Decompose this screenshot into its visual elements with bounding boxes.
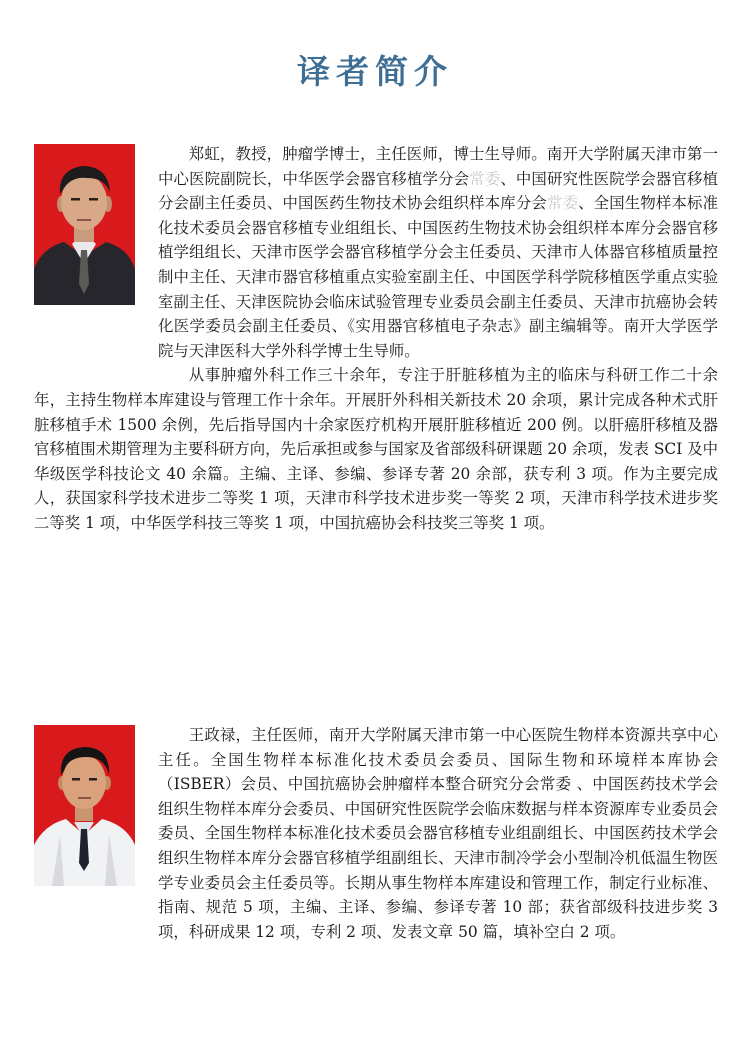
bio-paragraph: 王政禄，主任医师，南开大学附属天津市第一中心医院生物样本资源共享中心主任。全国生物样本标准化技术委员会委员、国际生物和环境样本库协会（ISBER）会员、中国抗癌协会肿瘤样本整合研究分会常委 、中国医药技术学会组织生物样本库分会委员、中国研究性医院学会临床数据与样本资源库专业委员会委员、全国生物样本标准化技术委员会器官移植专业组副组长、中国医药技术学会组织生物样本库分会器官移植学组副组长、天津市制冷学会小型制冷机低温生物医学专业委员会主任委员等。长期从事生物样本库建设和管理工作，制定行业标准、指南、规范 5 项，主编、主译、参编、参译专著 10 部；获省部级科技进步奖 3 项，科研成果 12 项，专利 2 项、发表文章 50 篇，填补空白 2 项。 [158, 726, 718, 941]
page-title: 译者简介 [297, 52, 453, 91]
bio-paragraph: 从事肿瘤外科工作三十余年，专注于肝脏移植为主的临床与科研工作二十余年，主持生物样本库建设与管理工作十余年。开展肝外科相关新技术 20 余项，累计完成各种术式肝脏移植手术 1500 余例，先后指导国内十余家医疗机构开展肝脏移植近 200 例。以肝癌肝移植及器官移植围术期管理为主要科研方向，先后承担或参与国家及省部级科研课题 20 余项，发表 SCI 及中华级医学科技论文 40 余篇。主编、主译、参编、参译专著 20 余部，获专利 3 项。作为主要完成人，获国家科学技术进步二等奖 1 项，天津市科学技术进步奖一等奖 2 项，天津市科学技术进步奖二等奖 1 项，中华医学科技三等奖 1 项，中国抗癌协会科技奖三等奖 1 项。 [34, 366, 718, 532]
translator-1-bio [34, 142, 718, 536]
bio-paragraph: 郑虹，教授，肿瘤学博士，主任医师，博士生导师。南开大学附属天津市第一中心医院副院长，中华医学会器官移植学分会常委、中国研究性医院学会器官移植分会副主任委员、中国医药生物技术协会组织样本库分会常委、全国生物样本标准化技术委员会器官移植专业组组长、中国医药生物技术协会组织样本库分会器官移植学组组长、天津市医学会器官移植学分会主任委员、天津市人体器官移植质量控制中主任、天津市器官移植重点实验室副主任、中国医学科学院移植医学重点实验室副主任、天津医院协会临床试验管理专业委员会副主任委员、天津市抗癌协会转化医学委员会副主任委员、《实用器官移植电子杂志》副主编辑等。南开大学医学院与天津医科大学外科学博士生导师。 [158, 145, 718, 360]
translator-2-bio [34, 723, 718, 945]
faint-text: 常委 [469, 169, 501, 188]
faint-text: 常委 [546, 194, 579, 213]
